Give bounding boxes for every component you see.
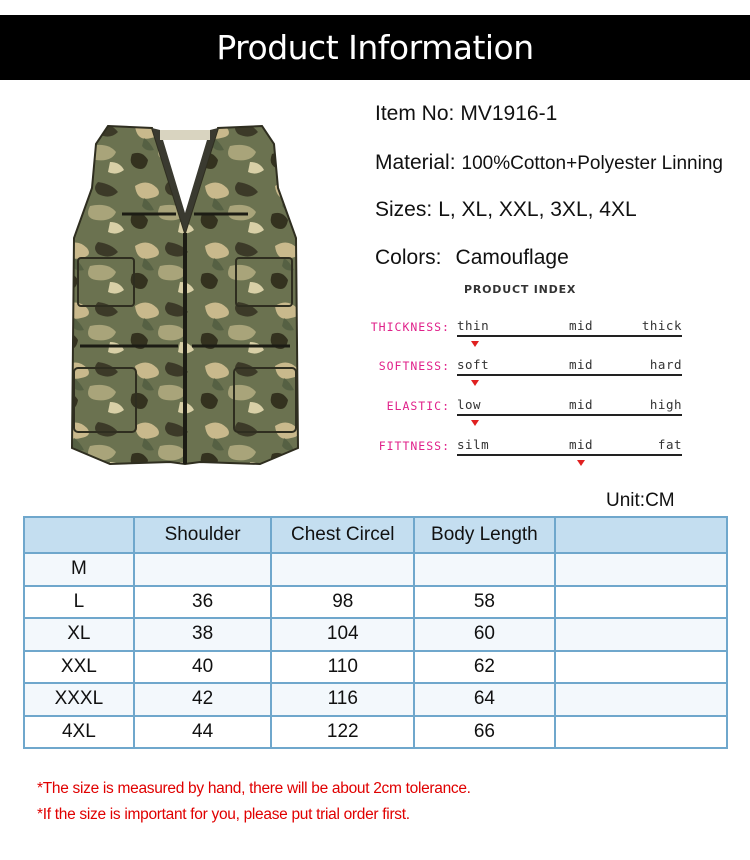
index-scale <box>457 357 682 375</box>
sizes: Sizes: L, XL, XXL, 3XL, 4XL <box>375 198 637 221</box>
index-row-name: FITTNESS: <box>378 439 450 453</box>
size-table-header-cell <box>24 517 134 553</box>
index-low-label: soft <box>457 357 490 372</box>
measurement-cell <box>134 553 272 586</box>
measurement-cell: 36 <box>134 586 272 619</box>
unit-label: Unit:CM <box>606 490 675 511</box>
measurement-cell: 98 <box>271 586 414 619</box>
index-low-label: thin <box>457 318 490 333</box>
index-level-marker <box>577 460 585 466</box>
index-high-label: thick <box>641 318 682 333</box>
size-table-header-cell <box>555 517 727 553</box>
index-scale <box>457 318 682 336</box>
index-mid-label: mid <box>569 357 594 372</box>
size-table <box>23 516 728 749</box>
size-label-cell: XL <box>24 618 134 651</box>
measurement-cell: 38 <box>134 618 272 651</box>
index-level-marker <box>471 380 479 386</box>
index-scale <box>457 397 682 415</box>
size-label-cell: XXXL <box>24 683 134 716</box>
measurement-cell <box>555 586 727 619</box>
index-row <box>370 437 682 477</box>
index-row <box>370 318 682 358</box>
measurement-cell <box>414 553 555 586</box>
table-row <box>24 683 727 716</box>
size-label-cell: XXL <box>24 651 134 684</box>
measurement-cell: 110 <box>271 651 414 684</box>
measurement-cell: 122 <box>271 716 414 749</box>
measurement-cell: 60 <box>414 618 555 651</box>
tolerance-note: *The size is measured by hand, there will be about 2cm tolerance. <box>37 780 471 797</box>
measurement-cell: 42 <box>134 683 272 716</box>
measurement-cell: 58 <box>414 586 555 619</box>
index-level-marker <box>471 341 479 347</box>
measurement-cell <box>555 651 727 684</box>
size-table-header-cell: Shoulder <box>134 517 272 553</box>
measurement-cell: 44 <box>134 716 272 749</box>
index-high-label: hard <box>649 357 682 372</box>
table-row <box>24 618 727 651</box>
measurement-cell: 62 <box>414 651 555 684</box>
measurement-cell <box>555 716 727 749</box>
index-row-name: SOFTNESS: <box>378 359 450 373</box>
index-mid-label: mid <box>569 437 594 452</box>
index-mid-label: mid <box>569 318 594 333</box>
size-label-cell: M <box>24 553 134 586</box>
table-row <box>24 716 727 749</box>
table-row <box>24 651 727 684</box>
table-row <box>24 553 727 586</box>
index-scale-line <box>457 414 682 416</box>
product-index-title: PRODUCT INDEX <box>464 283 577 296</box>
index-scale-line <box>457 454 682 456</box>
size-table-header <box>24 517 727 553</box>
size-label-cell: L <box>24 586 134 619</box>
index-row <box>370 357 682 397</box>
index-row-name: ELASTIC: <box>386 399 450 413</box>
camouflage-vest-icon <box>60 118 310 478</box>
measurement-cell: 64 <box>414 683 555 716</box>
colors: Colors: Camouflage <box>375 246 569 269</box>
size-table-header-cell: Body Length <box>414 517 555 553</box>
item-number: Item No: MV1916-1 <box>375 102 558 125</box>
index-high-label: high <box>649 397 682 412</box>
size-label-cell: 4XL <box>24 716 134 749</box>
measurement-cell: 104 <box>271 618 414 651</box>
page-title: Product Information <box>0 15 750 80</box>
index-scale <box>457 437 682 455</box>
index-high-label: fat <box>657 437 682 452</box>
measurement-cell: 66 <box>414 716 555 749</box>
index-level-marker <box>471 420 479 426</box>
measurement-cell <box>555 553 727 586</box>
measurement-cell: 116 <box>271 683 414 716</box>
index-low-label: low <box>457 397 482 412</box>
index-row <box>370 397 682 437</box>
index-scale-line <box>457 335 682 337</box>
measurement-cell: 40 <box>134 651 272 684</box>
trial-order-note: *If the size is important for you, please put trial order first. <box>37 806 410 823</box>
measurement-cell <box>555 618 727 651</box>
measurement-cell <box>555 683 727 716</box>
material: Material: 100%Cotton+Polyester Linning <box>375 151 723 174</box>
table-row <box>24 586 727 619</box>
index-mid-label: mid <box>569 397 594 412</box>
index-scale-line <box>457 374 682 376</box>
measurement-cell <box>271 553 414 586</box>
size-table-header-cell: Chest Circel <box>271 517 414 553</box>
index-low-label: silm <box>457 437 490 452</box>
index-row-name: THICKNESS: <box>370 320 450 334</box>
